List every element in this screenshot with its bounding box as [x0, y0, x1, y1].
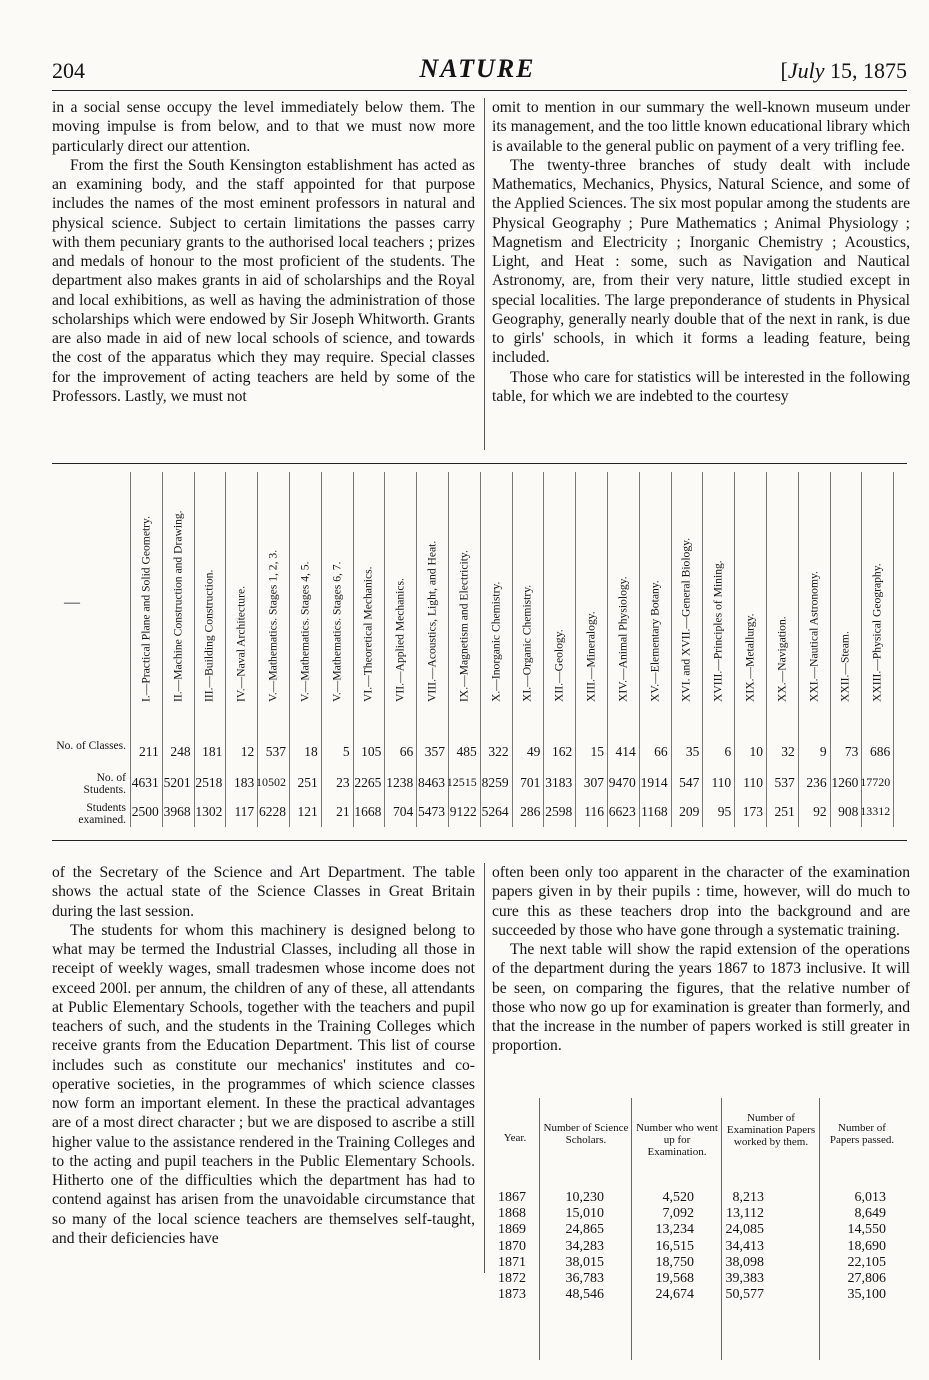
table-cell: 24,674	[655, 1287, 694, 1303]
table-cell: 686	[869, 744, 891, 759]
column-header	[512, 466, 544, 721]
column-header-label: XV.—Elementary Botany.	[648, 580, 662, 702]
table-bottom-rule	[52, 840, 907, 841]
column-header-label: VIII.—Acoustics, Light, and Heat.	[425, 540, 439, 702]
table-cell: 9	[819, 744, 827, 759]
table-cell: 1238	[386, 775, 414, 790]
column-header-label: VI.—Theoretical Mechanics.	[361, 566, 375, 702]
table-cell: 537	[265, 744, 286, 759]
table-cell: 14,550	[847, 1222, 886, 1238]
column-header	[416, 466, 448, 721]
paragraph: The next table will show the rapid extension of the operations of the department during the years 1867 to 1873 inclusive. It will be seen, on comparing the figures, that the relative number of those who now go up for examination is greater than formerly, and that the increase in the number of papers worked is still greater in proportion.	[492, 941, 910, 1055]
column-header	[861, 466, 893, 721]
table-cell: 537	[774, 775, 795, 790]
table-cell: 36,783	[565, 1271, 604, 1286]
issue-day-year: 15, 1875	[830, 58, 907, 83]
table-cell: 181	[202, 744, 223, 759]
table-cell: 414	[615, 744, 636, 759]
column-header-label: XXI.—Nautical Astronomy.	[807, 571, 821, 702]
issue-month: July	[787, 58, 825, 83]
column-header	[734, 466, 766, 721]
column-divider	[484, 863, 485, 1273]
table-cell: 5473	[417, 804, 445, 819]
table-cell: 248	[170, 744, 191, 759]
table-cell: 117	[234, 804, 255, 819]
year-cell: 1868	[498, 1206, 526, 1222]
table-column-divider	[631, 1098, 632, 1360]
table-cell: 16,515	[655, 1238, 694, 1254]
year-cell: 1870	[498, 1238, 526, 1254]
table-cell: 307	[583, 775, 604, 790]
journal-title: NATURE	[419, 54, 536, 83]
column-header	[448, 466, 480, 721]
column-header-label: V.—Mathematics. Stages 4, 5.	[298, 561, 312, 702]
table-cell: 6	[724, 744, 732, 759]
year-cell: 1867	[498, 1190, 526, 1205]
table-cell: 8,213	[732, 1190, 764, 1205]
table-cell: 73	[844, 744, 859, 759]
table-cell: 105	[361, 744, 382, 759]
paragraph: The twenty-three branches of study dealt with include Mathematics, Mechanics, Physics, Natural Science, and some of the Applied Sciences. The six most popular among the students are Physical Geography ; Pure Mathematics ; Animal Physiology ; Magnetism and Electricity ; Inorganic Chemistry ; Acoustics, Light, and Heat : some, such as Navigation and Nautical Astronomy, are, from their very nature, little studied except in special localities. The large preponderance of students in Physical Geography, generally nearly double that of the next in rank, is due to girls' schools, in which it forms a leading feature, being included.	[492, 156, 910, 367]
paragraph: of the Secretary of the Science and Art Department. The table shows the actual state of the Science Classes in Great Britain during the last session.	[52, 864, 475, 920]
table-cell: 3183	[545, 775, 573, 790]
table-cell: 13,112	[726, 1206, 764, 1222]
table-cell: 12	[240, 744, 255, 759]
table-cell: 8259	[481, 775, 509, 790]
column-header	[162, 466, 194, 721]
column-header: Number who went up for Examination.	[636, 1122, 718, 1158]
table-cell: 10	[749, 744, 763, 759]
table-cell: 38,015	[565, 1254, 604, 1270]
column-left-bottom	[52, 863, 475, 1248]
year-cell: 1873	[498, 1287, 526, 1303]
table-cell: 39,383	[725, 1271, 764, 1286]
column-header-label: XVIII.—Principles of Mining.	[711, 560, 725, 702]
column-divider	[484, 98, 485, 450]
paragraph: From the first the South Kensington establishment has acted as an examining body, and the staff appointed for that purpose includes the names of the most eminent professors in natural and physical science. Subject to certain limitations the passes carry with them pecuniary grants to the authorised local teachers ; prizes and medals of honour to the most proficient of the students. The department also makes grants in aid of scholarships and the Royal and local exhibitions, as well as having the administration of those scholarships which were endowed by Sir Joseph Whitworth. Grants are also made in aid of new local schools of science, and towards the cost of the apparatus which they may require. Special classes for the improvement of acting teachers are held by some of the Professors. Lastly, we must not	[52, 156, 475, 405]
column-header	[671, 466, 703, 721]
column-header	[321, 466, 353, 721]
table-cell: 162	[551, 744, 573, 759]
table-cell: 6,013	[854, 1190, 886, 1205]
table-cell: 121	[297, 804, 318, 819]
column-header	[353, 466, 385, 721]
table-cell: 17720	[860, 775, 891, 789]
column-header-label: IX.—Magnetism and Electricity.	[457, 550, 471, 702]
row-label-classes: No. of Classes.	[56, 740, 126, 752]
table-cell: 209	[679, 804, 700, 819]
table-cell: 110	[743, 775, 763, 790]
table-cell: 3968	[163, 804, 191, 819]
column-right-top	[492, 98, 910, 406]
table-cell: 485	[456, 744, 477, 759]
table-cell: 15,010	[565, 1206, 604, 1222]
column-header-label: V.—Mathematics. Stages 6, 7.	[330, 561, 344, 702]
column-header	[289, 466, 321, 721]
table-column-divider	[539, 1098, 540, 1360]
table-cell: 95	[717, 804, 732, 819]
table-cell: 211	[139, 744, 159, 759]
column-header-label: IV.—Naval Architecture.	[234, 585, 248, 702]
table-cell: 23	[336, 775, 350, 790]
table-cell: 251	[774, 804, 795, 819]
table-cell: 7,092	[662, 1206, 694, 1222]
column-header	[384, 466, 416, 721]
paragraph: The students for whom this machinery is designed belong to what may be termed the Industrial Classes, including all those in receipt of weekly wages, small tradesmen whose income does not exceed 200l. per annum, the children of any of these, all attendants at Public Elementary Schools, together with the teachers and pupil teachers of such, and the students in the Training Colleges which receive grants from the Education Department. This list of course includes such as constitute our mechanics' institutes and co-operative societies, in the programmes of which science classes now form an important element. In these the practical advantages are of a most direct character ; but we are disposed to ascribe a still higher value to the assistance rendered in the Training Colleges and to the acting and pupil teachers in the Public Elementary Schools. Hitherto one of the difficulties which the department has had to contend against has arisen from the unavoidable circumstance that so many of the local science teachers are themselves self-taught, and their deficiencies have	[52, 921, 475, 1247]
table-cell: 48,546	[565, 1287, 604, 1303]
table-column-divider	[819, 1098, 820, 1360]
column-header	[830, 466, 862, 721]
year-extension-table	[492, 1098, 912, 1368]
column-header-label: XIX.—Metallurgy.	[743, 613, 757, 702]
column-header: Year.	[503, 1132, 527, 1144]
column-header	[798, 466, 830, 721]
table-cell: 13312	[860, 804, 891, 818]
table-cell: 27,806	[847, 1271, 886, 1286]
table-cell: 908	[838, 804, 859, 819]
table-cell: 1168	[641, 804, 668, 819]
table-cell: 50,577	[725, 1287, 764, 1303]
table-cell: 116	[584, 804, 604, 819]
table-cell: 92	[813, 804, 827, 819]
table-cell: 4631	[131, 775, 159, 790]
paragraph: omit to mention in our summary the well-known museum under its management, and the too little known educational library which is available to the general public on payment of a very trifling fee.	[492, 99, 910, 155]
table-cell: 1260	[831, 775, 859, 790]
table-corner-dash: —	[64, 594, 80, 611]
table-cell: 13,234	[655, 1222, 694, 1238]
table-cell: 24,865	[565, 1222, 604, 1238]
table-cell: 5	[342, 744, 350, 759]
table-cell: 2518	[195, 775, 223, 790]
table-cell: 4,520	[662, 1190, 694, 1205]
table-cell: 38,098	[725, 1254, 764, 1270]
table-cell: 173	[742, 804, 763, 819]
table-cell: 322	[488, 744, 509, 759]
table-cell: 66	[399, 744, 414, 759]
table-cell: 2500	[131, 804, 159, 819]
paragraph: often been only too apparent in the character of the examination papers given in by their pupils : time, however, will do much to cure this as these teachers drop into the background and are succeeded by those who have gone through a systematic training.	[492, 864, 910, 939]
year-cell: 1872	[498, 1271, 526, 1286]
column-left-top	[52, 98, 475, 406]
column-header-label: XIII.—Mineralogy.	[584, 611, 598, 702]
table-cell: 35,100	[847, 1287, 886, 1303]
column-right-bottom	[492, 863, 910, 1056]
table-cell: 10,230	[565, 1190, 604, 1205]
column-header-label: XX.—Navigation.	[775, 616, 789, 702]
column-header-label: VII.—Applied Mechanics.	[393, 578, 407, 702]
science-classes-table	[52, 466, 907, 833]
table-cell: 22,105	[847, 1254, 886, 1270]
table-cell: 701	[520, 775, 541, 790]
column-header	[702, 466, 734, 721]
column-header-label: XXII.—Steam.	[838, 631, 852, 702]
table-cell: 236	[806, 775, 827, 790]
year-cell: 1871	[498, 1254, 526, 1270]
table-cell: 49	[526, 744, 541, 759]
table-cell: 18	[304, 744, 318, 759]
table-cell: 2265	[354, 775, 382, 790]
column-header	[607, 466, 639, 721]
table-cell: 704	[392, 804, 414, 819]
table-cell: 6228	[258, 804, 286, 819]
table-cell: 9470	[608, 775, 636, 790]
table-cell: 183	[233, 775, 255, 790]
table-cell: 66	[654, 744, 668, 759]
table-cell: 5264	[481, 804, 509, 819]
column-header-label: XI.—Organic Chemistry.	[520, 584, 534, 702]
column-header-label: XIV.—Animal Physiology.	[616, 576, 630, 702]
paragraph: in a social sense occupy the level immediately below them. The moving impulse is from below, and to that we must now more particularly direct our attention.	[52, 99, 475, 155]
column-header	[575, 466, 607, 721]
table-cell: 12515	[446, 775, 477, 789]
table-cell: 110	[711, 775, 732, 790]
table-cell: 32	[781, 744, 795, 759]
column-header	[130, 466, 162, 721]
table-cell: 1302	[195, 804, 223, 819]
table-cell: 5201	[163, 775, 191, 790]
column-header	[543, 466, 575, 721]
table-cell: 18,690	[847, 1238, 886, 1254]
column-header-label: II.—Machine Construction and Drawing.	[171, 510, 185, 702]
table-cell: 251	[297, 775, 318, 790]
table-cell: 1668	[354, 804, 382, 819]
table-cell: 19,568	[655, 1271, 694, 1286]
table-cell: 6623	[608, 804, 636, 819]
table-top-rule	[52, 463, 907, 464]
column-header	[480, 466, 512, 721]
table-cell: 21	[336, 804, 350, 819]
column-header-label: XXIII.—Physical Geography.	[870, 563, 884, 702]
issue-date: [July 15, 1875	[780, 58, 907, 83]
table-cell: 547	[679, 775, 700, 790]
column-header	[766, 466, 798, 721]
table-column-divider	[721, 1098, 722, 1360]
column-header-label: I.—Practical Plane and Solid Geometry.	[139, 516, 153, 702]
column-header	[225, 466, 257, 721]
table-cell: 35	[685, 744, 700, 759]
column-header: Number of Science Scholars.	[543, 1122, 629, 1146]
row-label-students: No. of Students.	[83, 772, 126, 796]
column-header-label: XVI. and XVII.—General Biology.	[679, 537, 693, 702]
column-header	[639, 466, 671, 721]
row-label-examined: Students examined.	[78, 802, 126, 826]
table-cell: 15	[590, 744, 604, 759]
table-cell: 1914	[640, 775, 668, 790]
column-header-label: XII.—Geology.	[552, 629, 566, 702]
table-column-divider	[893, 472, 894, 827]
table-cell: 286	[520, 804, 541, 819]
page-header	[48, 54, 907, 90]
paragraph: Those who care for statistics will be interested in the following table, for which we are indebted to the courtesy	[492, 368, 910, 405]
table-cell: 18,750	[655, 1254, 694, 1270]
table-cell: 357	[424, 744, 445, 759]
table-cell: 34,283	[565, 1238, 604, 1254]
column-header-label: V.—Mathematics. Stages 1, 2, 3.	[266, 549, 280, 702]
year-cell: 1869	[498, 1222, 526, 1238]
column-header-label: III.—Building Construction.	[202, 569, 216, 702]
column-header	[257, 466, 289, 721]
table-cell: 9122	[449, 804, 477, 819]
table-cell: 34,413	[725, 1238, 764, 1254]
table-cell: 8,649	[854, 1206, 886, 1222]
table-cell: 2598	[545, 804, 573, 819]
column-header	[194, 466, 226, 721]
page-number: 204	[52, 58, 85, 83]
table-cell: 24,085	[725, 1222, 764, 1238]
table-cell: 10502	[255, 775, 286, 789]
table-cell: 8463	[417, 775, 445, 790]
header-rule	[52, 90, 907, 91]
column-header: Number of Examination Papers worked by them.	[726, 1112, 816, 1148]
column-header: Number of Papers passed.	[829, 1122, 895, 1146]
column-header-label: X.—Inorganic Chemistry.	[489, 581, 503, 702]
